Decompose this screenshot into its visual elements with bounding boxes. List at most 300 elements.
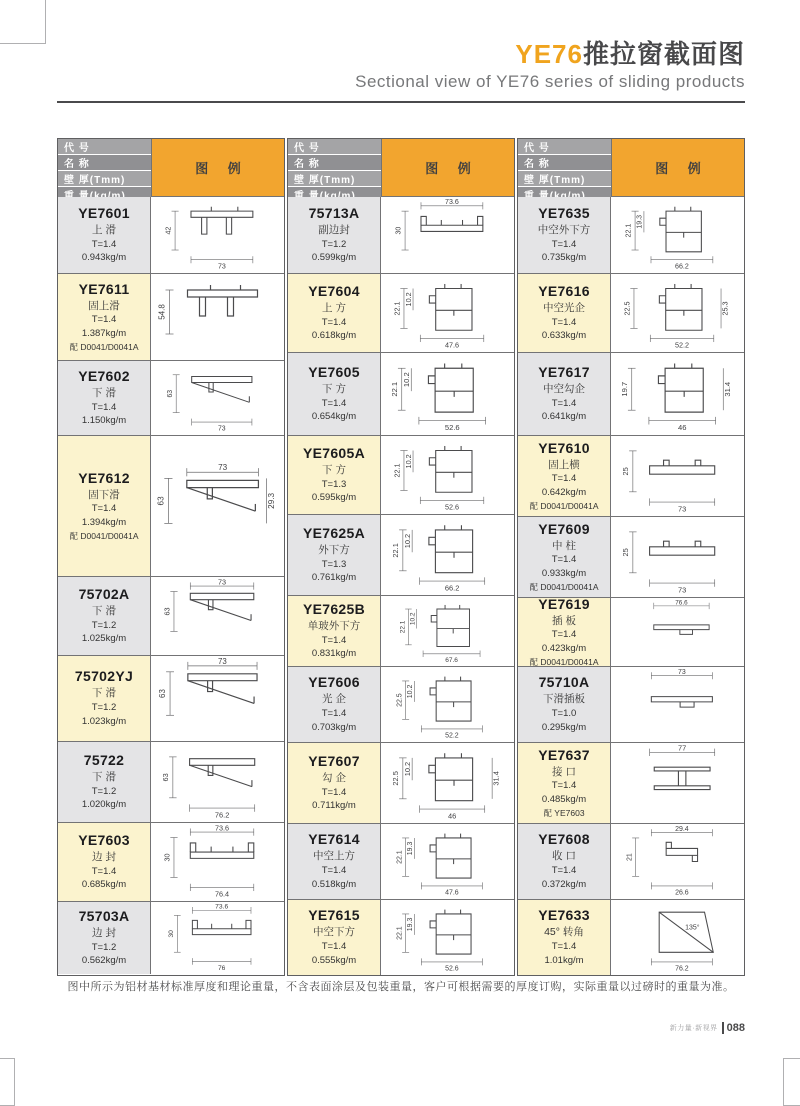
product-thickness: T=1.2 bbox=[321, 238, 347, 250]
svg-text:25: 25 bbox=[621, 467, 631, 476]
product-weight: 0.423kg/m bbox=[541, 642, 587, 654]
product-info-cell bbox=[58, 197, 151, 273]
svg-text:73: 73 bbox=[218, 656, 227, 666]
svg-text:22.1: 22.1 bbox=[389, 381, 399, 397]
product-row bbox=[58, 273, 284, 360]
product-name: 下 滑 bbox=[92, 386, 116, 399]
product-weight: 0.633kg/m bbox=[541, 330, 587, 342]
profile-section-svg bbox=[381, 743, 514, 823]
product-note: 配 D0041/D0041A bbox=[529, 656, 599, 667]
profile-drawing-cell bbox=[611, 197, 744, 273]
product-name: 固上滑 bbox=[88, 299, 120, 312]
profile-drawing-cell bbox=[151, 361, 284, 435]
product-row bbox=[58, 360, 284, 435]
product-code: YE7616 bbox=[538, 282, 590, 299]
product-row bbox=[288, 435, 514, 514]
product-thickness: T=1.4 bbox=[91, 865, 117, 877]
svg-text:76.2: 76.2 bbox=[214, 810, 230, 820]
profile-drawing-cell bbox=[381, 436, 514, 514]
product-weight: 0.831kg/m bbox=[311, 648, 357, 660]
product-weight: 0.555kg/m bbox=[311, 954, 357, 966]
product-weight: 0.562kg/m bbox=[81, 955, 127, 967]
product-weight: 1.025kg/m bbox=[81, 633, 127, 645]
svg-text:66.2: 66.2 bbox=[444, 583, 460, 593]
svg-text:10.2: 10.2 bbox=[403, 292, 413, 307]
profile-drawing-cell bbox=[381, 197, 514, 273]
svg-text:54.8: 54.8 bbox=[157, 304, 167, 320]
footer-note: 图中所示为铝材基材标准厚度和理论重量，不含表面涂层及包装重量，客户可根据需要的厚度订购，实际重量以过磅时的重量为准。 bbox=[67, 981, 735, 993]
profile-section-svg bbox=[151, 436, 284, 576]
profile-drawing-cell bbox=[151, 197, 284, 273]
product-row bbox=[58, 822, 284, 901]
product-info-cell bbox=[288, 353, 381, 435]
product-name: 中空下方 bbox=[313, 926, 355, 939]
product-name: 接 口 bbox=[552, 765, 576, 778]
profile-section-svg bbox=[151, 656, 284, 741]
svg-text:10.2: 10.2 bbox=[407, 684, 415, 699]
product-weight: 0.761kg/m bbox=[311, 572, 357, 584]
svg-text:19.7: 19.7 bbox=[619, 381, 629, 397]
svg-text:52.6: 52.6 bbox=[444, 502, 460, 512]
product-weight: 1.023kg/m bbox=[81, 715, 127, 727]
column-header bbox=[288, 139, 514, 196]
product-info-cell bbox=[288, 900, 381, 975]
product-row bbox=[288, 742, 514, 823]
header-name-label: 名 称 bbox=[518, 155, 611, 170]
product-weight: 0.685kg/m bbox=[81, 879, 127, 891]
svg-text:76.2: 76.2 bbox=[675, 965, 689, 973]
product-name: 副边封 bbox=[318, 223, 350, 236]
product-weight: 0.642kg/m bbox=[541, 486, 587, 498]
profile-drawing-cell bbox=[381, 743, 514, 823]
header-thickness-label: 壁 厚(Tmm) bbox=[288, 171, 381, 186]
profile-drawing-cell bbox=[611, 353, 744, 435]
product-info-cell bbox=[58, 436, 151, 576]
product-info-cell bbox=[288, 743, 381, 823]
profile-drawing-cell bbox=[611, 436, 744, 516]
svg-text:73: 73 bbox=[678, 504, 687, 514]
profile-drawing-cell bbox=[151, 577, 284, 655]
profile-section-svg bbox=[611, 824, 744, 899]
header-legend-label: 图 例 bbox=[612, 139, 744, 196]
profile-section-svg bbox=[381, 197, 514, 273]
svg-text:76.6: 76.6 bbox=[675, 599, 688, 607]
product-info-cell bbox=[58, 902, 151, 974]
product-code: 75710A bbox=[538, 674, 590, 691]
profile-drawing-cell bbox=[611, 824, 744, 899]
product-thickness: T=1.2 bbox=[91, 941, 117, 953]
profile-drawing-cell bbox=[611, 900, 744, 975]
product-info-cell bbox=[518, 824, 611, 899]
product-info-cell bbox=[518, 197, 611, 273]
profile-section-svg bbox=[381, 824, 514, 899]
product-row bbox=[518, 823, 744, 899]
product-thickness: T=1.0 bbox=[551, 708, 577, 720]
product-info-cell bbox=[58, 823, 151, 901]
svg-text:19.3: 19.3 bbox=[407, 917, 415, 932]
svg-text:30: 30 bbox=[168, 930, 176, 938]
product-name: 中空外下方 bbox=[537, 223, 591, 236]
svg-text:73.6: 73.6 bbox=[215, 903, 229, 911]
profile-section-svg bbox=[381, 353, 514, 435]
product-code: YE7635 bbox=[538, 204, 590, 221]
header-labels bbox=[58, 139, 152, 196]
product-code: 75722 bbox=[83, 751, 125, 768]
profile-drawing-cell bbox=[151, 656, 284, 741]
product-name: 下 方 bbox=[322, 382, 346, 395]
product-name: 边 封 bbox=[92, 926, 116, 939]
profile-section-svg bbox=[381, 515, 514, 595]
product-name: 中空上方 bbox=[313, 850, 355, 863]
product-thickness: T=1.2 bbox=[91, 619, 117, 631]
profile-drawing-cell bbox=[151, 742, 284, 822]
profile-section-svg bbox=[381, 900, 514, 975]
svg-text:10.2: 10.2 bbox=[409, 612, 417, 626]
product-info-cell bbox=[518, 743, 611, 823]
product-row bbox=[58, 576, 284, 655]
product-name: 光 企 bbox=[322, 693, 346, 706]
svg-text:31.4: 31.4 bbox=[722, 381, 732, 397]
product-name: 单玻外下方 bbox=[307, 619, 361, 632]
product-info-cell bbox=[518, 900, 611, 975]
product-row bbox=[58, 435, 284, 576]
profile-drawing-cell bbox=[381, 900, 514, 975]
column-header bbox=[518, 139, 744, 196]
profile-section-svg bbox=[381, 667, 514, 742]
product-code: YE7619 bbox=[538, 595, 590, 612]
page-header bbox=[57, 40, 745, 92]
product-name: 45° 转角 bbox=[544, 926, 584, 939]
crop-mark-bottom-right bbox=[783, 1058, 800, 1106]
product-name: 中空勾企 bbox=[543, 382, 585, 395]
product-weight: 1.150kg/m bbox=[81, 415, 127, 427]
svg-text:73: 73 bbox=[217, 425, 226, 433]
product-name: 下 滑 bbox=[92, 604, 116, 617]
product-row bbox=[518, 435, 744, 516]
product-name: 中 柱 bbox=[552, 539, 576, 552]
header-labels bbox=[288, 139, 382, 196]
product-row bbox=[288, 823, 514, 899]
product-code: YE7611 bbox=[78, 280, 130, 297]
product-code: 75713A bbox=[308, 204, 360, 221]
product-thickness: T=1.4 bbox=[321, 708, 347, 720]
column-rows bbox=[288, 196, 514, 975]
product-name: 外下方 bbox=[318, 543, 350, 556]
product-row bbox=[518, 742, 744, 823]
header-thickness-label: 壁 厚(Tmm) bbox=[518, 171, 611, 186]
svg-text:10.2: 10.2 bbox=[401, 372, 411, 388]
product-note: 配 D0041/D0041A bbox=[69, 530, 139, 541]
product-info-cell bbox=[288, 667, 381, 742]
product-thickness: T=1.4 bbox=[321, 941, 347, 953]
product-thickness: T=1.4 bbox=[551, 397, 577, 409]
product-code: 75703A bbox=[78, 907, 130, 924]
profile-drawing-cell bbox=[151, 902, 284, 974]
product-code: 75702A bbox=[78, 585, 130, 602]
svg-text:73.6: 73.6 bbox=[214, 823, 230, 833]
page-subtitle: Sectional view of YE76 series of sliding products bbox=[355, 71, 745, 91]
header-code-label: 代 号 bbox=[518, 139, 611, 154]
svg-text:135°: 135° bbox=[685, 924, 700, 932]
svg-text:29.3: 29.3 bbox=[266, 492, 276, 509]
svg-text:29.4: 29.4 bbox=[675, 825, 689, 833]
product-thickness: T=1.2 bbox=[91, 785, 117, 797]
profile-section-svg bbox=[151, 902, 284, 974]
profile-section-svg bbox=[611, 743, 744, 823]
svg-text:25.3: 25.3 bbox=[720, 301, 730, 316]
svg-text:22.1: 22.1 bbox=[396, 926, 404, 940]
product-code: YE7625A bbox=[302, 524, 366, 541]
crop-mark-bottom-left bbox=[0, 1058, 15, 1106]
svg-text:52.2: 52.2 bbox=[674, 340, 690, 350]
product-name: 插 板 bbox=[552, 614, 576, 627]
svg-text:10.2: 10.2 bbox=[403, 454, 413, 469]
product-weight: 1.394kg/m bbox=[81, 516, 127, 528]
product-weight: 0.372kg/m bbox=[541, 878, 587, 890]
product-weight: 0.599kg/m bbox=[311, 252, 357, 264]
product-thickness: T=1.4 bbox=[321, 397, 347, 409]
profile-table bbox=[57, 138, 745, 976]
product-note: 配 YE7603 bbox=[543, 807, 585, 818]
profile-drawing-cell bbox=[381, 824, 514, 899]
product-code: 75702YJ bbox=[74, 668, 134, 685]
profile-section-svg bbox=[611, 517, 744, 597]
product-code: YE7637 bbox=[538, 746, 590, 763]
profile-section-svg bbox=[151, 823, 284, 901]
svg-text:19.3: 19.3 bbox=[407, 841, 415, 856]
product-code: YE7605A bbox=[302, 444, 366, 461]
product-row bbox=[518, 597, 744, 666]
product-weight: 0.654kg/m bbox=[311, 411, 357, 423]
svg-text:22.5: 22.5 bbox=[391, 771, 401, 786]
product-thickness: T=1.4 bbox=[551, 238, 577, 250]
product-info-cell bbox=[518, 353, 611, 435]
product-weight: 0.518kg/m bbox=[311, 878, 357, 890]
product-thickness: T=1.4 bbox=[321, 786, 347, 798]
profile-section-svg bbox=[151, 361, 284, 435]
svg-text:76: 76 bbox=[217, 964, 226, 972]
svg-text:63: 63 bbox=[161, 773, 171, 782]
product-name: 下滑插板 bbox=[543, 693, 585, 706]
svg-text:67.6: 67.6 bbox=[445, 656, 458, 664]
svg-text:22.5: 22.5 bbox=[396, 693, 404, 707]
product-weight: 0.641kg/m bbox=[541, 411, 587, 423]
profile-section-svg bbox=[151, 274, 284, 360]
svg-text:63: 63 bbox=[158, 689, 168, 698]
profile-drawing-cell bbox=[611, 274, 744, 352]
product-note: 配 D0041/D0041A bbox=[529, 581, 599, 592]
profile-drawing-cell bbox=[611, 598, 744, 666]
column-group bbox=[287, 138, 515, 976]
product-info-cell bbox=[518, 436, 611, 516]
svg-text:22.1: 22.1 bbox=[391, 543, 401, 558]
profile-drawing-cell bbox=[381, 515, 514, 595]
profile-section-svg bbox=[611, 900, 744, 975]
page-number-value: 088 bbox=[722, 1022, 745, 1034]
product-row bbox=[288, 899, 514, 975]
page-title bbox=[57, 40, 745, 69]
product-name: 下 滑 bbox=[92, 770, 116, 783]
product-weight: 0.703kg/m bbox=[311, 721, 357, 733]
product-row bbox=[58, 741, 284, 822]
profile-section-svg bbox=[381, 596, 514, 666]
header-name-label: 名 称 bbox=[288, 155, 381, 170]
product-thickness: T=1.4 bbox=[551, 316, 577, 328]
svg-text:22.1: 22.1 bbox=[392, 463, 402, 478]
product-weight: 0.735kg/m bbox=[541, 252, 587, 264]
product-info-cell bbox=[288, 436, 381, 514]
header-code-label: 代 号 bbox=[288, 139, 381, 154]
product-name: 固下滑 bbox=[88, 488, 120, 501]
column-group bbox=[57, 138, 285, 976]
svg-text:10.2: 10.2 bbox=[402, 761, 412, 777]
product-code: YE7612 bbox=[78, 469, 130, 486]
profile-section-svg bbox=[151, 577, 284, 655]
product-note: 配 D0041/D0041A bbox=[69, 341, 139, 352]
product-code: YE7606 bbox=[308, 674, 360, 691]
product-code: YE7607 bbox=[308, 752, 360, 769]
product-row bbox=[288, 352, 514, 435]
column-rows bbox=[518, 196, 744, 975]
product-code: YE7617 bbox=[538, 363, 590, 380]
product-info-cell bbox=[288, 824, 381, 899]
product-code: YE7603 bbox=[78, 831, 130, 848]
svg-text:46: 46 bbox=[448, 811, 457, 821]
product-info-cell bbox=[58, 577, 151, 655]
svg-text:42: 42 bbox=[165, 226, 173, 235]
product-name: 上 滑 bbox=[92, 223, 116, 236]
product-thickness: T=1.4 bbox=[321, 865, 347, 877]
product-info-cell bbox=[518, 274, 611, 352]
column-group bbox=[517, 138, 745, 976]
product-row bbox=[518, 516, 744, 597]
product-weight: 0.595kg/m bbox=[311, 492, 357, 504]
product-weight: 1.387kg/m bbox=[81, 327, 127, 339]
product-weight: 0.618kg/m bbox=[311, 330, 357, 342]
title-series-code: YE76 bbox=[515, 39, 583, 69]
product-thickness: T=1.4 bbox=[551, 629, 577, 641]
svg-text:76.4: 76.4 bbox=[214, 889, 230, 899]
svg-text:26.6: 26.6 bbox=[675, 889, 689, 897]
product-row bbox=[58, 901, 284, 974]
svg-text:47.6: 47.6 bbox=[444, 340, 460, 350]
product-name: 边 封 bbox=[92, 850, 116, 863]
svg-text:77: 77 bbox=[678, 743, 687, 753]
svg-text:22.5: 22.5 bbox=[622, 301, 632, 316]
svg-text:63: 63 bbox=[166, 389, 174, 398]
product-code: YE7608 bbox=[538, 831, 590, 848]
product-row bbox=[518, 666, 744, 742]
product-code: YE7609 bbox=[538, 520, 590, 537]
product-info-cell bbox=[58, 361, 151, 435]
svg-text:22.1: 22.1 bbox=[396, 850, 404, 864]
product-name: 中空光企 bbox=[543, 301, 585, 314]
product-thickness: T=1.4 bbox=[91, 314, 117, 326]
svg-text:21: 21 bbox=[626, 853, 634, 862]
product-info-cell bbox=[518, 595, 611, 667]
product-code: YE7625B bbox=[302, 600, 366, 617]
title-rest: 推拉窗截面图 bbox=[582, 39, 745, 69]
svg-text:73: 73 bbox=[678, 585, 687, 595]
profile-drawing-cell bbox=[381, 274, 514, 352]
product-row bbox=[288, 196, 514, 273]
product-name: 下 方 bbox=[322, 463, 346, 476]
product-code: YE7604 bbox=[308, 282, 360, 299]
product-name: 收 口 bbox=[552, 850, 576, 863]
product-row bbox=[518, 196, 744, 273]
header-thickness-label: 壁 厚(Tmm) bbox=[58, 171, 151, 186]
svg-text:30: 30 bbox=[395, 226, 403, 235]
product-name: 上 方 bbox=[322, 301, 346, 314]
svg-text:73: 73 bbox=[217, 577, 227, 587]
header-legend-label: 图 例 bbox=[382, 139, 514, 196]
profile-section-svg bbox=[381, 274, 514, 352]
product-thickness: T=1.2 bbox=[91, 702, 117, 714]
svg-text:52.6: 52.6 bbox=[444, 423, 460, 433]
product-row bbox=[58, 655, 284, 741]
product-code: YE7601 bbox=[78, 204, 130, 221]
profile-drawing-cell bbox=[151, 436, 284, 576]
svg-text:19.3: 19.3 bbox=[636, 214, 644, 229]
svg-text:22.1: 22.1 bbox=[625, 223, 633, 238]
svg-text:66.2: 66.2 bbox=[675, 263, 689, 271]
svg-text:47.6: 47.6 bbox=[445, 889, 459, 897]
product-weight: 0.485kg/m bbox=[541, 793, 587, 805]
product-code: YE7633 bbox=[538, 907, 590, 924]
product-thickness: T=1.4 bbox=[321, 634, 347, 646]
product-name: 勾 企 bbox=[322, 771, 346, 784]
product-thickness: T=1.4 bbox=[91, 401, 117, 413]
profile-drawing-cell bbox=[381, 667, 514, 742]
profile-drawing-cell bbox=[611, 517, 744, 597]
product-name: 固上横 bbox=[548, 458, 580, 471]
product-thickness: T=1.3 bbox=[321, 558, 347, 570]
profile-section-svg bbox=[151, 197, 284, 273]
header-legend-label: 图 例 bbox=[152, 139, 284, 196]
product-info-cell bbox=[58, 274, 151, 360]
profile-drawing-cell bbox=[381, 353, 514, 435]
header-labels bbox=[518, 139, 612, 196]
product-info-cell bbox=[58, 656, 151, 741]
product-weight: 1.020kg/m bbox=[81, 799, 127, 811]
product-row bbox=[58, 196, 284, 273]
crop-mark-top-left bbox=[0, 0, 46, 44]
product-thickness: T=1.4 bbox=[91, 238, 117, 250]
svg-text:10.2: 10.2 bbox=[402, 533, 412, 549]
product-code: YE7614 bbox=[308, 831, 360, 848]
svg-text:63: 63 bbox=[162, 607, 172, 616]
product-weight: 1.01kg/m bbox=[544, 954, 584, 966]
product-info-cell bbox=[518, 667, 611, 742]
product-code: YE7615 bbox=[308, 907, 360, 924]
column-header bbox=[58, 139, 284, 196]
product-info-cell bbox=[288, 596, 381, 666]
product-row bbox=[518, 273, 744, 352]
product-thickness: T=1.4 bbox=[551, 780, 577, 792]
product-thickness: T=1.4 bbox=[551, 473, 577, 485]
product-row bbox=[288, 273, 514, 352]
product-thickness: T=1.4 bbox=[91, 503, 117, 515]
product-info-cell bbox=[518, 517, 611, 597]
product-info-cell bbox=[58, 742, 151, 822]
product-row bbox=[518, 899, 744, 975]
svg-text:31.4: 31.4 bbox=[491, 771, 501, 786]
header-code-label: 代 号 bbox=[58, 139, 151, 154]
profile-section-svg bbox=[611, 667, 744, 742]
product-thickness: T=1.3 bbox=[321, 478, 347, 490]
profile-section-svg bbox=[611, 353, 744, 435]
product-row bbox=[518, 352, 744, 435]
